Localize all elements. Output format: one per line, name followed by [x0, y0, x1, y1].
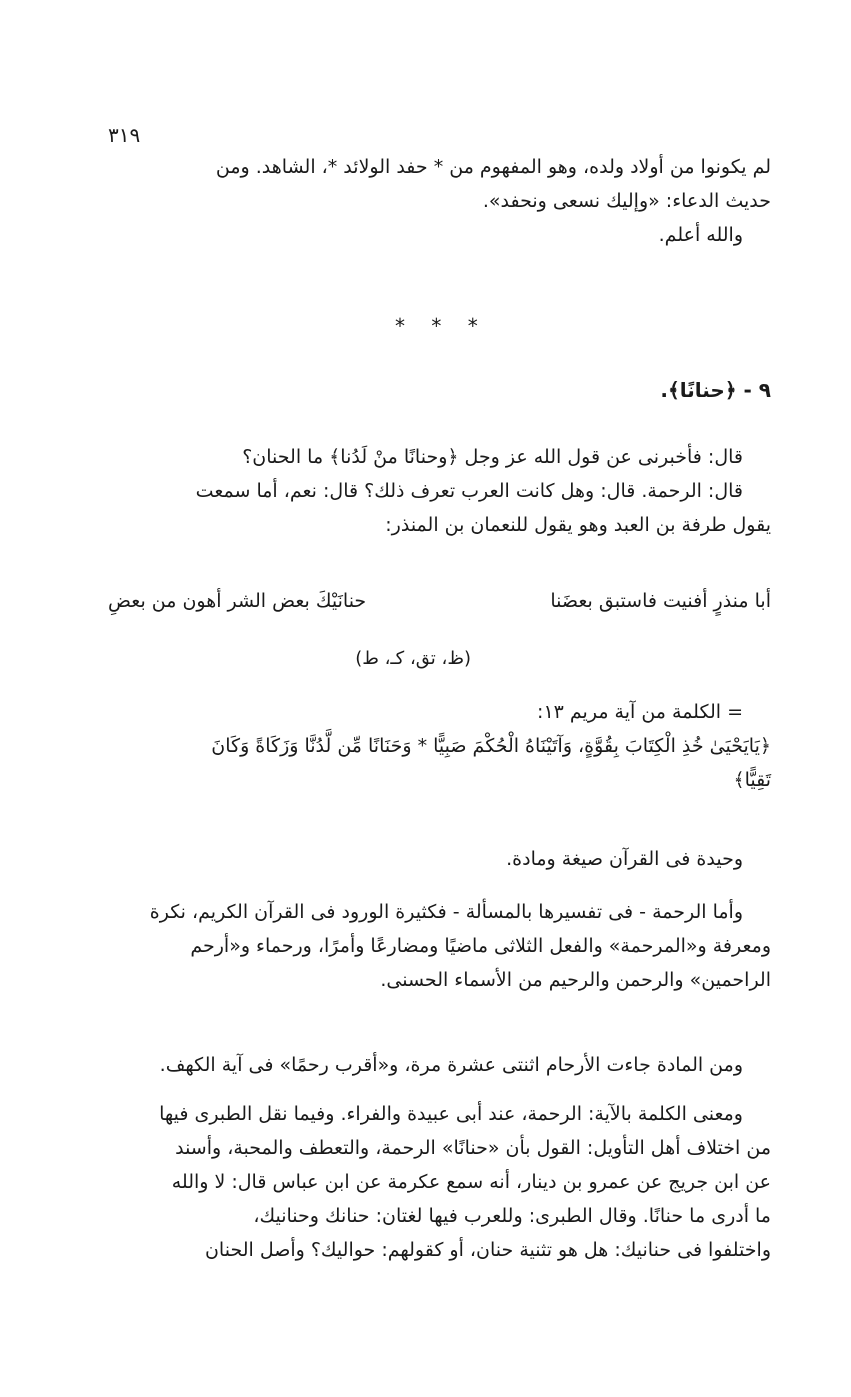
- text-line: والله أعلم.: [658, 224, 743, 246]
- text-line: = الكلمة من آية مريم ١٣:: [537, 701, 743, 723]
- paragraph-quran-verse: [211, 695, 771, 797]
- text-line: تَقِيًّا﴾: [733, 769, 771, 791]
- text-line: ومعنى الكلمة بالآية: الرحمة، عند أبى عبيدة والفراء. وفيما نقل الطبرى فيها: [159, 1103, 743, 1125]
- paragraph-question: [196, 440, 771, 542]
- text-line: ما أدرى ما حنانًا. وقال الطبرى: وللعرب فيها لغتان: حنانك وحنانيك،: [253, 1205, 771, 1227]
- verse-first-hemistich: أبا منذرٍ أفنيت فاستبق بعضَنا: [550, 590, 771, 612]
- text-line: ومعرفة و«المرحمة» والفعل الثلاثى ماضيًا ومضارعًا وأمرًا، ورحماء و«أرحم: [190, 935, 771, 957]
- paragraph-unique: [506, 842, 771, 876]
- section-separator: * * *: [395, 314, 488, 338]
- text-line: واختلفوا فى حنانيك: هل هو تثنية حنان، أو كقولهم: حواليك؟ وأصل الحنان: [204, 1239, 771, 1261]
- text-line: وأما الرحمة - فى تفسيرها بالمسألة - فكثيرة الورود فى القرآن الكريم، نكرة: [149, 901, 743, 923]
- paragraph-material: [160, 1048, 771, 1082]
- text-line: يقول طرفة بن العبد وهو يقول للنعمان بن المنذر:: [385, 514, 771, 536]
- text-line: الراحمين» والرحمن والرحيم من الأسماء الحسنى.: [380, 969, 771, 991]
- text-line: وحيدة فى القرآن صيغة ومادة.: [506, 848, 743, 870]
- text-line: ﴿يَايَحْيَىٰ خُذِ الْكِتَابَ بِقُوَّةٍ، وَآتَيْنَاهُ الْحُكْمَ صَبِيًّا * وَحَنَانًا مِّن لَّدُنَّا وَزَكَاةً وَكَانَ: [211, 735, 771, 757]
- text-line: قال: الرحمة. قال: وهل كانت العرب تعرف ذلك؟ قال: نعم، أما سمعت: [195, 480, 743, 502]
- text-line: من اختلاف أهل التأويل: القول بأن «حنانًا» الرحمة، والتعطف والمحبة، وأسند: [175, 1137, 771, 1159]
- paragraph-mercy: [150, 895, 771, 997]
- text-line: ومن المادة جاءت الأرحام اثنتى عشرة مرة، و«أقرب رحمًا» فى آية الكهف.: [159, 1054, 743, 1076]
- verse-second-hemistich: حنانَيْكَ بعض الشر أهون من بعضِ: [108, 590, 367, 612]
- top-paragraph: [216, 150, 771, 252]
- text-line: لم يكونوا من أولاد ولده، وهو المفهوم من * حفد الولائد *، الشاهد. ومن: [215, 156, 771, 178]
- page-number: ٣١٩: [108, 123, 141, 147]
- paragraph-meaning: [159, 1097, 771, 1267]
- text-line: عن ابن جريج عن عمرو بن دينار، أنه سمع عكرمة عن ابن عباس قال: لا والله: [171, 1171, 771, 1193]
- text-line: حديث الدعاء: «وإليك نسعى ونحفد».: [482, 190, 771, 212]
- source-references: (ظ، تق، كـ، ط): [355, 648, 471, 669]
- section-heading: ٩ - ﴿حنانًا﴾.: [660, 378, 771, 402]
- text-line: قال: فأخبرنى عن قول الله عز وجل ﴿وحنانًا منْ لَدُنا﴾ ما الحنان؟: [242, 446, 743, 468]
